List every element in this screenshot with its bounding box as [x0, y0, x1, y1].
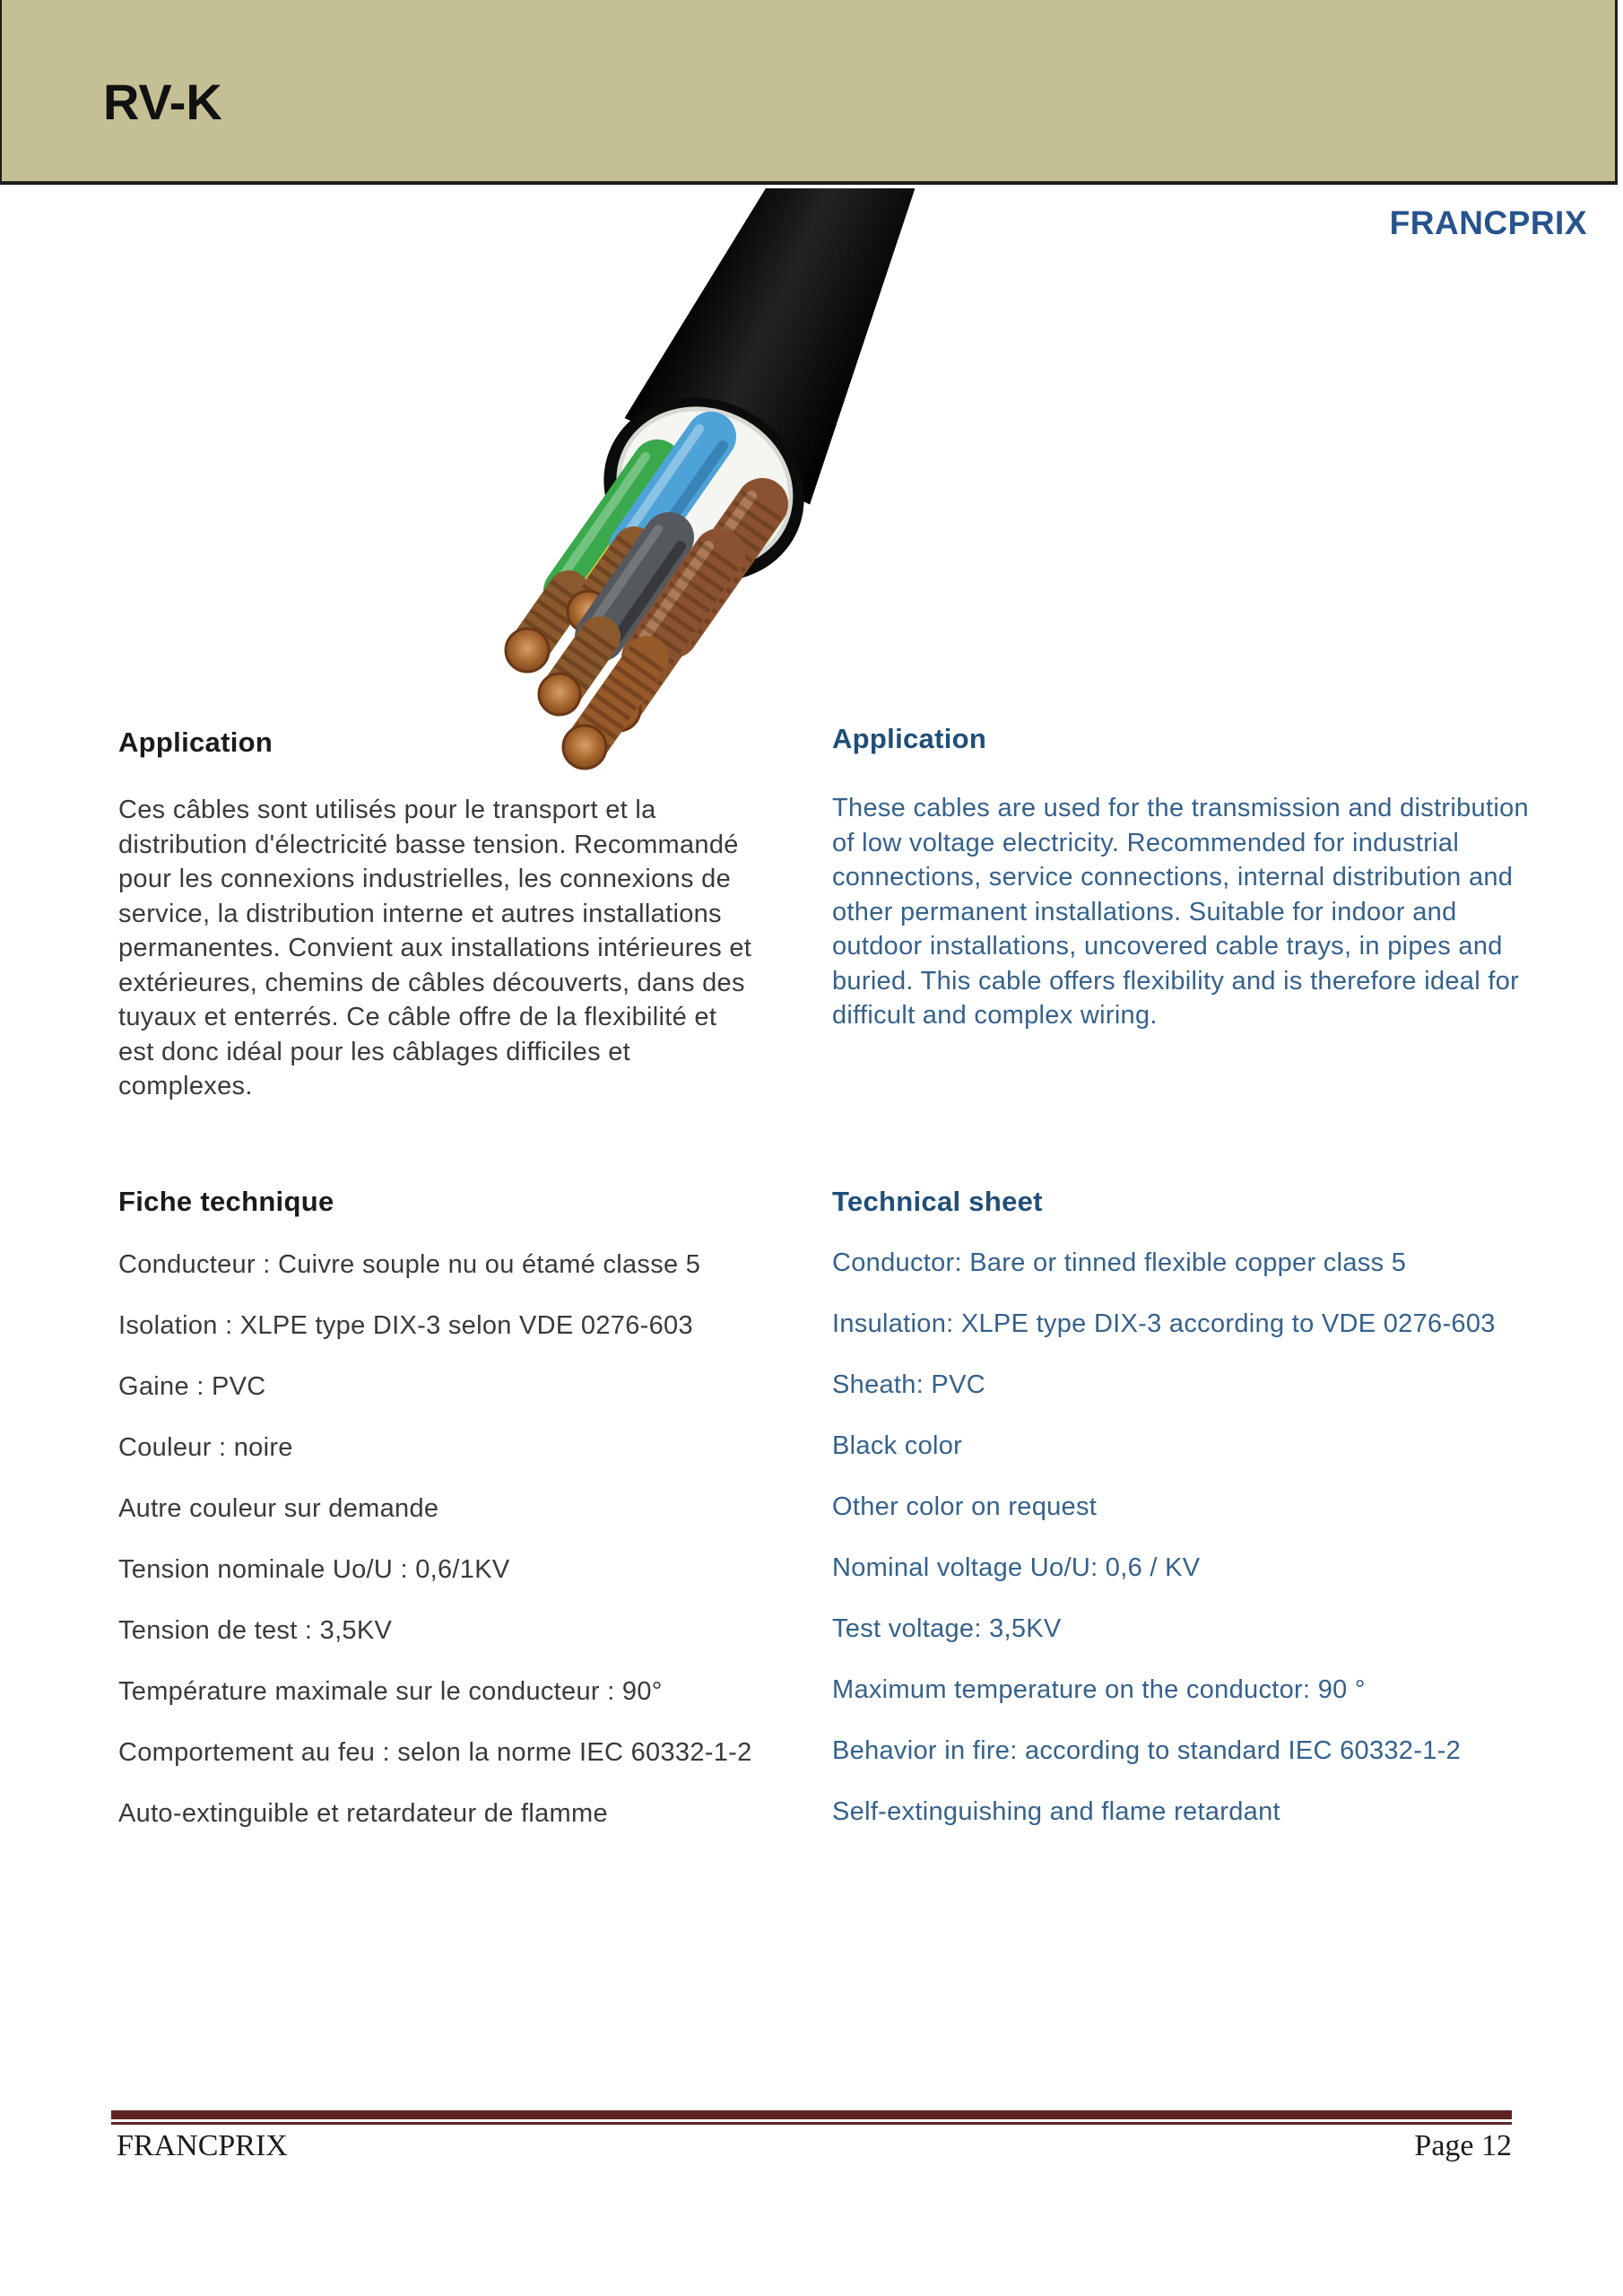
spec-item: Maximum temperature on the conductor: 90 ° — [832, 1675, 1366, 1704]
spec-item: Conducteur : Cuivre souple nu ou étamé classe 5 — [118, 1250, 701, 1279]
paragraph-line: connections, service connections, internal distribution and — [832, 863, 1514, 891]
page-title: RV-K — [103, 74, 222, 130]
fr-technical-heading: Fiche technique — [118, 1186, 334, 1217]
spec-item: Black color — [832, 1431, 963, 1460]
spec-item: Other color on request — [832, 1492, 1098, 1521]
paragraph-line: Ces câbles sont utilisés pour le transport et la — [118, 796, 656, 824]
copper-tip — [539, 674, 580, 715]
footer-page-number: Page 12 — [1414, 2129, 1512, 2162]
spec-item: Insulation: XLPE type DIX-3 according to VDE 0276-603 — [832, 1309, 1496, 1338]
cable-product-image — [493, 188, 915, 789]
paragraph-line: service, la distribution interne et autres installations — [118, 899, 722, 928]
spec-item: Auto-extinguible et retardateur de flamme — [118, 1799, 608, 1828]
spec-item: Test voltage: 3,5KV — [832, 1614, 1062, 1643]
en-technical-list — [832, 1248, 1496, 1857]
fr-application-paragraph — [118, 793, 751, 1104]
paragraph-line: permanentes. Convient aux installations intérieures et — [118, 934, 752, 962]
spec-item: Autre couleur sur demande — [118, 1494, 439, 1523]
cable-illustration — [493, 188, 915, 789]
copper-tip — [506, 629, 549, 672]
footer-brand: FRANCPRIX — [117, 2129, 288, 2162]
fr-application-heading: Application — [118, 726, 273, 758]
paragraph-line: est donc idéal pour les câblages difficiles et — [118, 1037, 631, 1066]
spec-item: Sheath: PVC — [832, 1370, 985, 1399]
spec-item: Couleur : noire — [118, 1433, 293, 1462]
copper-tip — [563, 726, 606, 769]
paragraph-line: difficult and complex wiring. — [832, 1001, 1158, 1030]
paragraph-line: of low voltage electricity. Recommended for industrial — [832, 828, 1460, 857]
en-technical-heading: Technical sheet — [832, 1186, 1043, 1217]
spec-item: Tension nominale Uo/U : 0,6/1KV — [118, 1555, 510, 1584]
paragraph-line: other permanent installations. Suitable for indoor and — [832, 897, 1457, 926]
fr-technical-list — [118, 1249, 752, 1859]
paragraph-line: distribution d'électricité basse tension. Recommandé — [118, 830, 739, 859]
paragraph-line: tuyaux et enterrés. Ce câble offre de la flexibilité et — [118, 1003, 717, 1031]
brand-logo: FRANCPRIX — [1389, 204, 1587, 241]
paragraph-line: extérieures, chemins de câbles découverts, dans des — [118, 968, 745, 997]
spec-item: Self-extinguishing and flame retardant — [832, 1797, 1280, 1826]
paragraph-line: outdoor installations, uncovered cable trays, in pipes and — [832, 932, 1503, 961]
spec-item: Behavior in fire: according to standard IEC 60332-1-2 — [832, 1736, 1462, 1765]
spec-item: Comportement au feu : selon la norme IEC 60332-1-2 — [118, 1738, 752, 1767]
spec-item: Nominal voltage Uo/U: 0,6 / KV — [832, 1553, 1201, 1582]
paragraph-line: pour les connexions industrielles, les connexions de — [118, 865, 731, 893]
spec-item: Tension de test : 3,5KV — [118, 1616, 393, 1645]
en-application-heading: Application — [832, 723, 987, 754]
spec-item: Isolation : XLPE type DIX-3 selon VDE 0276-603 — [118, 1311, 693, 1340]
footer-divider-thin-line — [111, 2122, 1512, 2125]
en-application-paragraph — [832, 791, 1529, 1033]
footer-divider-thick-line — [111, 2110, 1512, 2119]
spec-item: Gaine : PVC — [118, 1372, 266, 1401]
header-band — [0, 0, 1618, 185]
spec-item: Conductor: Bare or tinned flexible copper class 5 — [832, 1248, 1407, 1277]
paragraph-line: buried. This cable offers flexibility and is therefore ideal for — [832, 966, 1520, 996]
paragraph-line: complexes. — [118, 1072, 253, 1100]
footer-divider — [111, 2110, 1512, 2125]
paragraph-line: These cables are used for the transmission and distribution — [832, 794, 1529, 822]
spec-item: Température maximale sur le conducteur : 90° — [118, 1677, 663, 1706]
